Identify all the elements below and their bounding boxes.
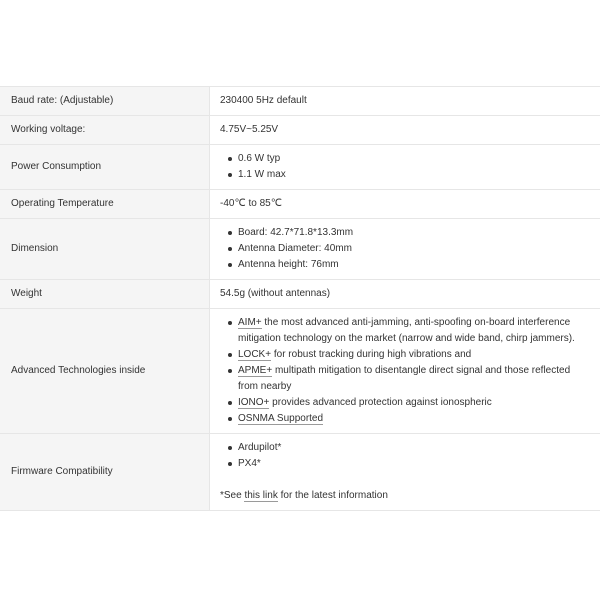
spec-value [210, 219, 600, 280]
spec-value [210, 309, 600, 434]
spec-row-operating-temperature [0, 190, 600, 219]
spec-label: Working voltage: [0, 116, 210, 145]
spec-row-weight [0, 280, 600, 309]
list-item: 1.1 W max [238, 167, 590, 183]
list-item: Board: 42.7*71.8*13.3mm [238, 225, 590, 241]
note-suffix: for the latest information [277, 490, 388, 501]
list-item [238, 411, 590, 427]
apme-term: APME+ [238, 365, 273, 376]
lock-term: LOCK+ [238, 349, 272, 360]
list-item: 0.6 W typ [238, 151, 590, 167]
spec-value [210, 145, 600, 190]
list-item [238, 315, 590, 347]
technologies-list [220, 315, 590, 427]
spec-value: 4.75V~5.25V [210, 116, 600, 145]
list-item: PX4* [238, 456, 590, 472]
spec-row-baud-rate [0, 87, 600, 116]
latest-info-link[interactable]: this link [244, 490, 278, 501]
spec-label: Advanced Technologies inside [0, 309, 210, 434]
spec-value: 54.5g (without antennas) [210, 280, 600, 309]
note-prefix: *See [220, 490, 245, 501]
firmware-note [220, 488, 590, 504]
spec-label: Weight [0, 280, 210, 309]
specifications-table [0, 86, 600, 511]
spec-label: Baud rate: (Adjustable) [0, 87, 210, 116]
list-item: Antenna height: 76mm [238, 257, 590, 273]
firmware-list [220, 440, 590, 472]
spec-row-dimension [0, 219, 600, 280]
spec-label: Dimension [0, 219, 210, 280]
spec-row-advanced-technologies [0, 309, 600, 434]
list-item: Antenna Diameter: 40mm [238, 241, 590, 257]
apme-description: multipath mitigation to disentangle direct signal and those reflected from nearby [238, 365, 571, 392]
spec-row-power-consumption [0, 145, 600, 190]
list-item: Ardupilot* [238, 440, 590, 456]
spec-row-working-voltage [0, 116, 600, 145]
spec-row-firmware-compatibility [0, 434, 600, 511]
spec-value: -40℃ to 85℃ [210, 190, 600, 219]
spec-label: Operating Temperature [0, 190, 210, 219]
iono-description: provides advanced protection against ionospheric [269, 397, 492, 408]
spec-label: Firmware Compatibility [0, 434, 210, 511]
list-item [238, 363, 590, 395]
lock-description: for robust tracking during high vibrations and [271, 349, 472, 360]
osnma-term: OSNMA Supported [238, 413, 324, 424]
power-list [220, 151, 590, 183]
list-item [238, 347, 590, 363]
spec-label: Power Consumption [0, 145, 210, 190]
spec-value: 230400 5Hz default [210, 87, 600, 116]
list-item [238, 395, 590, 411]
iono-term: IONO+ [238, 397, 270, 408]
dimension-list [220, 225, 590, 273]
aim-term: AIM+ [238, 317, 262, 328]
aim-description: the most advanced anti-jamming, anti-spoofing on-board interference mitigation technology on the market (narrow and wide band, chirp jammers). [238, 317, 575, 344]
spec-value [210, 434, 600, 511]
